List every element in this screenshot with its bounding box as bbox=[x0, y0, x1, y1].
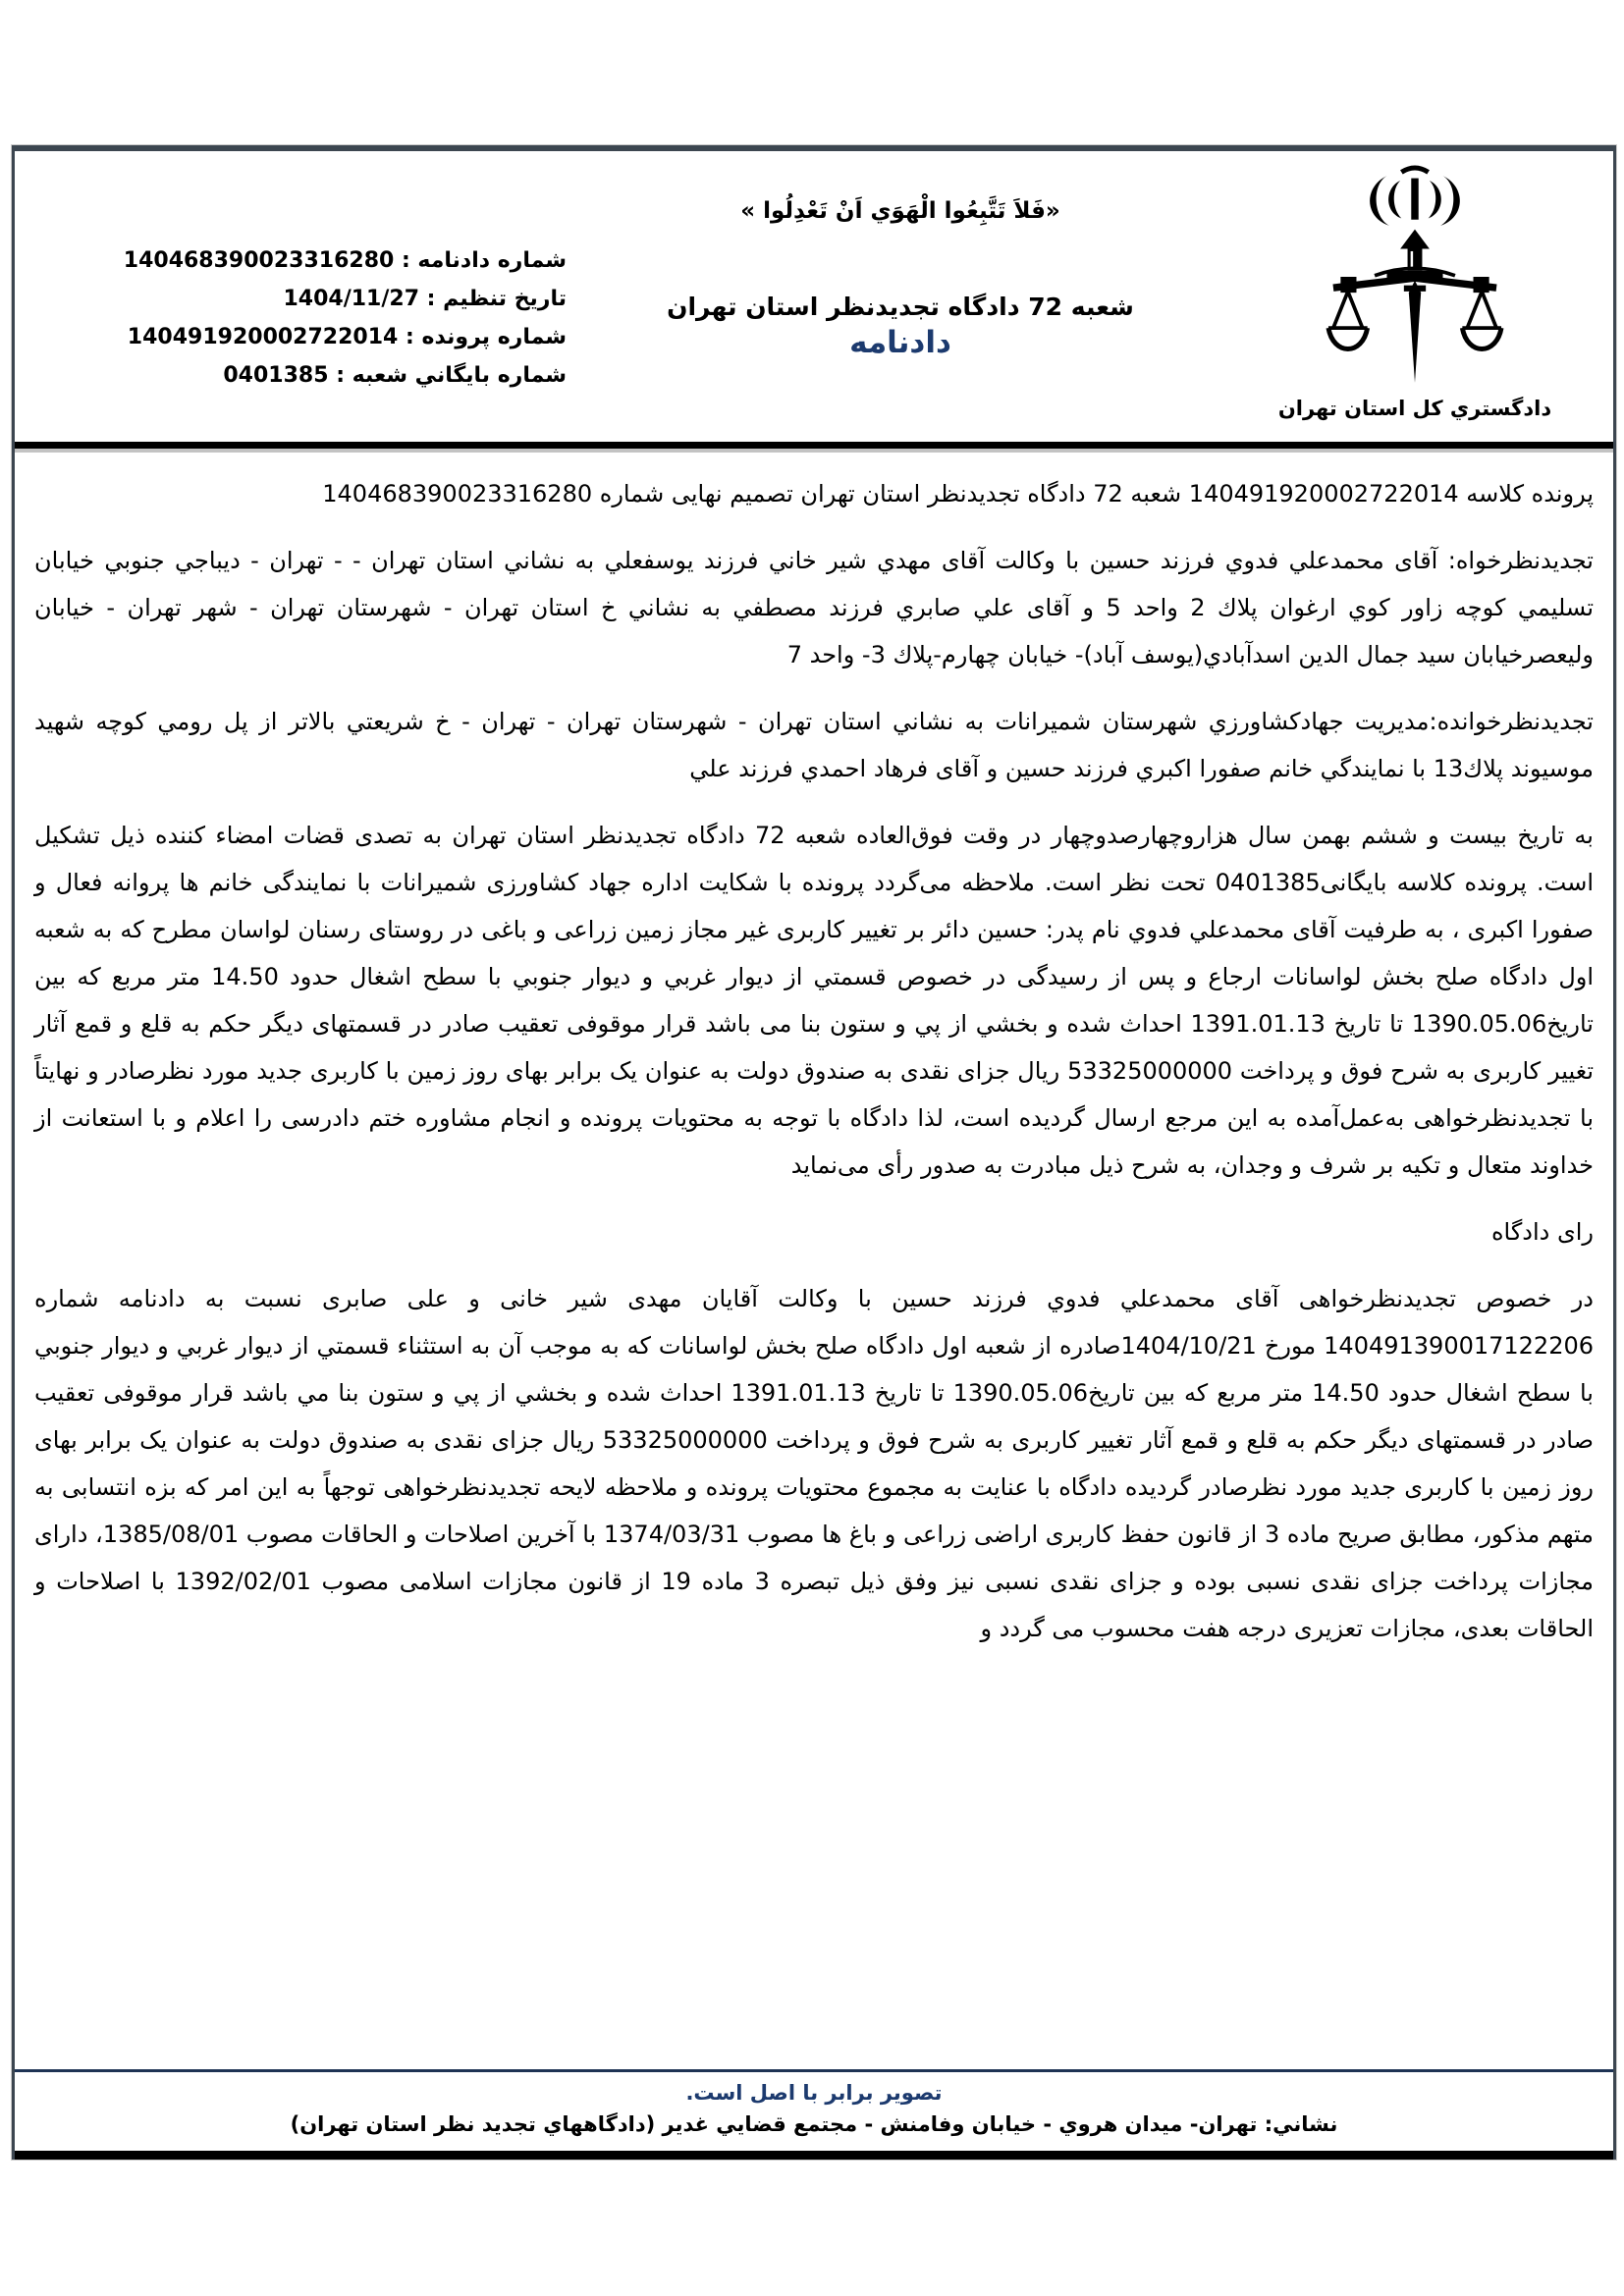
document-body bbox=[15, 449, 1613, 2069]
verdict-paragraph: در خصوص تجدیدنظرخواهی آقای محمدعلي فدوي فرزند حسین با وکالت آقایان مهدی شیر خانی و علی صابری نسبت به دادنامه شماره 140491390017122206 مورخ 1404/10/21صادره از شعبه اول دادگاه صلح بخش لواسانات که به موجب آن به استثناء قسمتي از دیوار غربي و دیوار جنوبي با سطح اشغال حدود 14.50 متر مربع که بین تاریخ1390.05.06 تا تاریخ 1391.01.13 احداث شده و بخشي از پي و ستون بنا مي باشد قرار موقوفی تعقیب صادر در قسمتهای دیگر حکم به قلع و قمع آثار تغییر کاربری به شرح فوق و پرداخت 53325000000 ریال جزای نقدی به صندوق دولت به عنوان یک برابر بهای روز زمین با کاربری جدید مورد نظرصادر گردیده دادگاه با عنایت به مجموع محتویات پرونده و ملاحظه لایحه تجدیدنظرخواهی توجهاً به این امر که بزه انتسابی به متهم مذکور، مطابق صریح ماده 3 از قانون حفظ کاربری اراضی زراعی و باغ ها مصوب 1374/03/31 با آخرین اصلاحات و الحاقات مصوب 1385/08/01، دارای مجازات پرداخت جزای نقدی نسبی بوده و جزای نقدی نسبی نیز وفق ذیل تبصره 3 ماده 19 از قانون مجازات اسلامی مصوب 1392/02/01 با اصلاحات و الحاقات بعدی، مجازات تعزیری درجه هفت محسوب می گردد و bbox=[34, 1285, 1595, 1642]
header-center-block bbox=[567, 151, 1234, 360]
case-reference-line: پرونده کلاسه 140491920002722014 شعبه 72 دادگاه تجدیدنظر استان تهران تصمیم نهایی شماره 140468390023316280 bbox=[322, 480, 1594, 507]
case-number-line: شماره پرونده : 140491920002722014 bbox=[127, 325, 567, 349]
judiciary-logo-block bbox=[1232, 159, 1597, 420]
document-type-title: دادنامه bbox=[849, 325, 951, 360]
branch-archive-number-line: شماره بایگاني شعبه : 0401385 bbox=[223, 363, 567, 388]
verdict-heading: رای دادگاه bbox=[1490, 1218, 1594, 1246]
issue-date-line: تاریخ تنظیم : 1404/11/27 bbox=[283, 287, 567, 311]
appellant-paragraph: تجدیدنظرخواه: آقای محمدعلي فدوي فرزند حسین با وکالت آقای مهدي شیر خاني فرزند یوسفعلي به نشاني استان تهران - - تهران - دیباجي جنوبي خیابان تسلیمي کوچه زاور کوي ارغوان پلاك 2 واحد 5 و آقای علي صابري فرزند مصطفي به نشاني خ استان تهران - شهرستان تهران - شهر تهران - خیابان ولیعصرخیابان سید جمال الدین اسدآبادي(یوسف آباد)- خیابان چهارم-پلاك 3- واحد 7 bbox=[34, 547, 1594, 668]
court-branch-title: شعبه 72 دادگاه تجدیدنظر استان تهران bbox=[667, 293, 1134, 321]
court-judgment-document bbox=[12, 145, 1616, 2160]
judiciary-caption: دادگستري کل استان تهران bbox=[1277, 397, 1552, 420]
iran-judiciary-scales-emblem-icon bbox=[1324, 159, 1506, 395]
judgment-number-line: شماره دادنامه : 140468390023316280 bbox=[123, 248, 567, 273]
document-footer bbox=[15, 2069, 1613, 2160]
certified-copy-note: تصویر برابر با اصل است. bbox=[685, 2081, 943, 2105]
appellee-paragraph: تجدیدنظرخوانده:مدیریت جهادکشاورزي شهرستان شمیرانات به نشاني استان تهران - شهرستان تهران - تهران - خ شریعتي بالاتر از پل رومي کوچه شهید موسیوند پلاك13 با نمایندگي خانم صفورا اکبري فرزند حسین و آقای فرهاد احمدي فرزند علي bbox=[34, 708, 1594, 782]
proceedings-paragraph: به تاریخ بیست و ششم بهمن سال هزاروچهارصدوچهار در وقت فوق‌العاده شعبه 72 دادگاه تجدیدنظر استان تهران به تصدی قضات امضاء کننده ذیل تشکیل است. پرونده کلاسه بایگانی0401385 تحت نظر است. ملاحظه می‌گردد پرونده با شکایت اداره جهاد کشاورزی شمیرانات با نمایندگی خانم ها پروانه فعال و صفورا اکبری ، به طرفیت آقای محمدعلي فدوي نام پدر: حسین دائر بر تغییر کاربری غیر مجاز زمین زراعی و باغی در روستای رسنان لواسان مطرح که به شعبه اول دادگاه صلح بخش لواسانات ارجاع و پس از رسیدگی در خصوص قسمتي از دیوار غربي و دیوار جنوبي با سطح اشغال حدود 14.50 متر مربع که بین تاریخ1390.05.06 تا تاریخ 1391.01.13 احداث شده و بخشي از پي و ستون بنا می باشد قرار موقوفی تعقیب صادر در قسمتهای دیگر حکم به قلع و قمع آثار تغییر کاربری به شرح فوق و پرداخت 53325000000 ریال جزای نقدی به صندوق دولت به عنوان یک برابر بهای روز زمین با کاربری جدید مورد نظرصادر و نهایتاً با تجدیدنظرخواهی به‌عمل‌آمده به این مرجع ارسال گردیده است، لذا دادگاه با توجه به محتویات پرونده و انجام مشاوره ختم دادرسی را اعلام و با استعانت از خداوند متعال و تکیه بر شرف و وجدان، به شرح ذیل مبادرت به صدور رأی می‌نماید bbox=[34, 822, 1595, 1179]
document-meta-block bbox=[91, 241, 567, 395]
quran-verse: «فَلاَ تَتَّبِعُوا الْهَوَي اَنْ تَعْدِلُوا » bbox=[740, 198, 1060, 224]
court-address-line: نشاني: تهران- میدان هروي - خیابان وفامنش - مجتمع قضایي غدیر (دادگاههاي تجدید نظر استان تهران) bbox=[290, 2112, 1338, 2136]
document-header bbox=[15, 151, 1613, 449]
